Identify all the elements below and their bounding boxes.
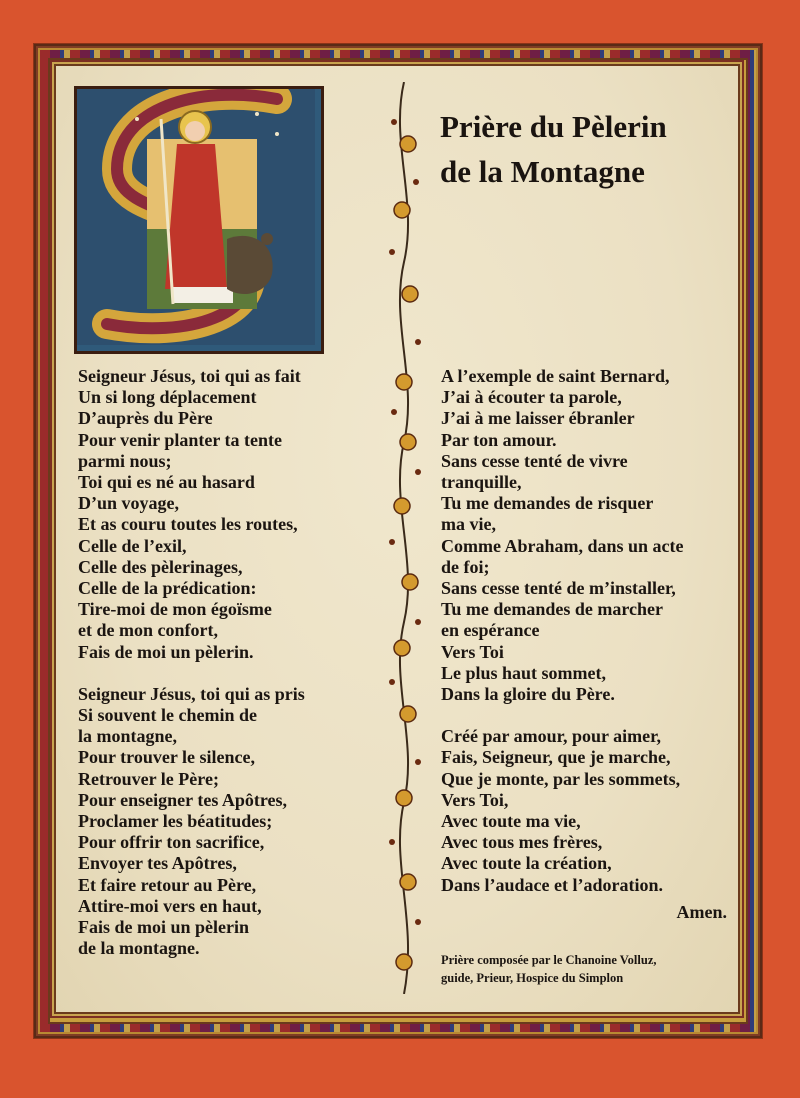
verse-line: Dans l’audace et l’adoration. bbox=[441, 874, 663, 895]
verse-line: de la montagne. bbox=[78, 938, 200, 959]
verse-line: Tire-moi de mon égoïsme bbox=[78, 599, 272, 620]
verse-line: Pour offrir ton sacrifice, bbox=[78, 832, 265, 853]
verse-line: Seigneur Jésus, toi qui as pris bbox=[78, 683, 305, 704]
amen-text: Amen. bbox=[676, 902, 727, 922]
verse-line: Sans cesse tenté de m’installer, bbox=[441, 578, 676, 599]
verse-line: ma vie, bbox=[441, 514, 496, 535]
verse-line: Avec toute ma vie, bbox=[441, 811, 581, 832]
verse-line: en espérance bbox=[441, 620, 540, 641]
credit-line-1: Prière composée par le Chanoine Volluz, bbox=[441, 953, 657, 967]
credit-line-2: guide, Prieur, Hospice du Simplon bbox=[441, 971, 624, 985]
verse-line: Pour enseigner tes Apôtres, bbox=[78, 789, 287, 810]
verse-line: Comme Abraham, dans un acte bbox=[441, 535, 684, 556]
right-stanza-1 bbox=[441, 366, 751, 705]
verse-line: Avec tous mes frères, bbox=[441, 832, 603, 853]
floral-vine-divider bbox=[382, 82, 428, 994]
right-column bbox=[441, 366, 751, 917]
verse-line: Si souvent le chemin de bbox=[78, 705, 258, 726]
verse-line: parmi nous; bbox=[78, 450, 172, 471]
verse-line: Pour trouver le silence, bbox=[78, 747, 255, 768]
verse-line: Toi qui es né au hasard bbox=[78, 472, 255, 493]
verse-line: Vers Toi bbox=[441, 641, 504, 662]
verse-line: tranquille, bbox=[441, 472, 522, 493]
verse-line: Tu me demandes de risquer bbox=[441, 493, 654, 514]
verse-line: D’un voyage, bbox=[78, 493, 180, 514]
verse-line: Fais, Seigneur, que je marche, bbox=[441, 747, 671, 768]
verse-line: Proclamer les béatitudes; bbox=[78, 811, 273, 832]
verse-line: Avec toute la création, bbox=[441, 853, 612, 874]
verse-line: Le plus haut sommet, bbox=[441, 662, 607, 683]
verse-line: Celle de la prédication: bbox=[78, 578, 257, 599]
verse-line: Attire-moi vers en haut, bbox=[78, 895, 262, 916]
verse-line: Et as couru toutes les routes, bbox=[78, 514, 298, 535]
verse-line: D’auprès du Père bbox=[78, 408, 213, 429]
verse-line: Retrouver le Père; bbox=[78, 768, 219, 789]
verse-line: et de mon confort, bbox=[78, 620, 218, 641]
page-title bbox=[440, 104, 740, 194]
left-stanza-1 bbox=[78, 366, 378, 663]
verse-line: Sans cesse tenté de vivre bbox=[441, 450, 628, 471]
verse-line: Fais de moi un pèlerin bbox=[78, 917, 250, 938]
verse-line: Envoyer tes Apôtres, bbox=[78, 853, 237, 874]
verse-line: Et faire retour au Père, bbox=[78, 874, 257, 895]
verse-line: J’ai à me laisser ébranler bbox=[441, 408, 635, 429]
verse-line: J’ai à écouter ta parole, bbox=[441, 387, 622, 408]
verse-line: Par ton amour. bbox=[441, 429, 557, 450]
verse-line: Seigneur Jésus, toi qui as fait bbox=[78, 366, 301, 386]
illuminated-letter-icon bbox=[74, 86, 324, 354]
verse-line: Créé par amour, pour aimer, bbox=[441, 726, 661, 747]
verse-line: Fais de moi un pèlerin. bbox=[78, 641, 254, 662]
title-line-1: Prière du Pèlerin bbox=[440, 109, 667, 144]
verse-line: Vers Toi, bbox=[441, 789, 509, 810]
verse-line: Celle de l’exil, bbox=[78, 535, 187, 556]
title-line-2: de la Montagne bbox=[440, 154, 645, 189]
verse-line: Tu me demandes de marcher bbox=[441, 599, 663, 620]
verse-line: A l’exemple de saint Bernard, bbox=[441, 366, 670, 386]
verse-line: Pour venir planter ta tente bbox=[78, 429, 282, 450]
verse-line: la montagne, bbox=[78, 726, 177, 747]
left-stanza-2 bbox=[78, 684, 378, 960]
left-column bbox=[78, 366, 378, 980]
verse-line: de foi; bbox=[441, 556, 490, 577]
author-credit bbox=[441, 951, 741, 987]
verse-line: Dans la gloire du Père. bbox=[441, 684, 615, 705]
verse-line: Un si long déplacement bbox=[78, 387, 257, 408]
right-stanza-2 bbox=[441, 726, 751, 896]
verse-line: Que je monte, par les sommets, bbox=[441, 768, 681, 789]
verse-line: Celle des pèlerinages, bbox=[78, 556, 243, 577]
